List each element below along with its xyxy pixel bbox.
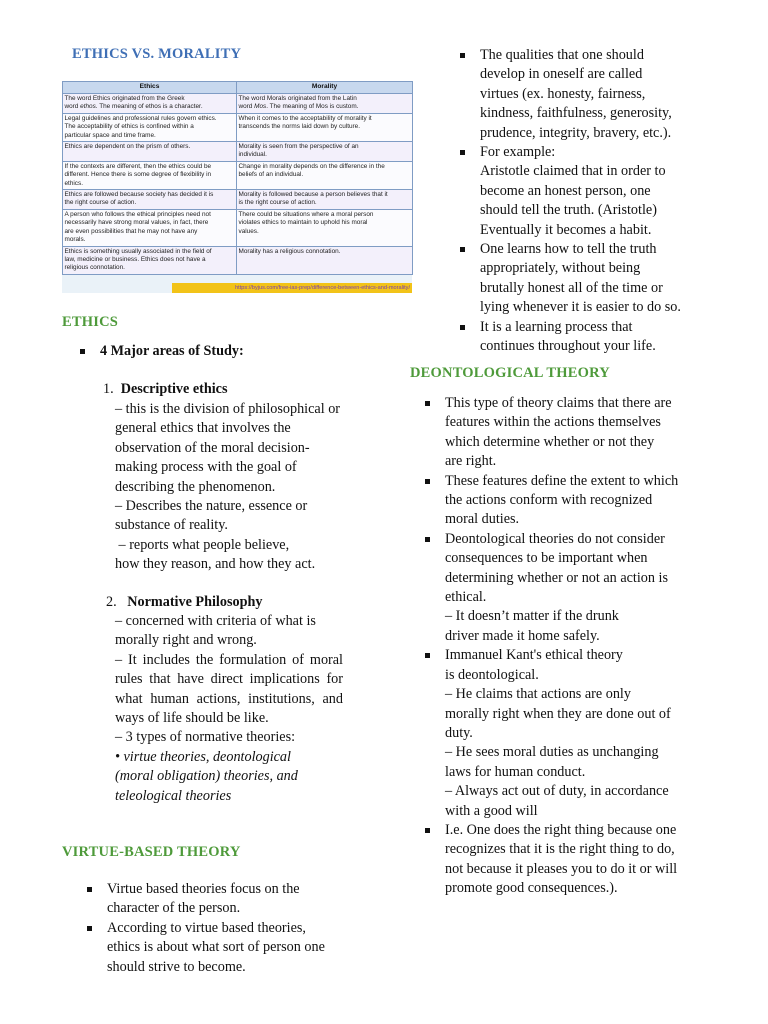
cell-line: is the right course of action. bbox=[238, 199, 317, 207]
bullet-line: This type of theory claims that there are bbox=[445, 395, 672, 411]
normative-types-line: – 3 types of normative theories: bbox=[115, 729, 296, 746]
descriptive-line: general ethics that involves the bbox=[115, 420, 291, 437]
cell-line: There could be situations where a moral person bbox=[238, 210, 374, 218]
cell-line: religious connotation. bbox=[64, 264, 125, 272]
cell-line: Ethics is something usually associated in the field of bbox=[64, 247, 212, 255]
normative-line: morally right and wrong. bbox=[115, 632, 257, 649]
deontological-bullet bbox=[421, 394, 721, 472]
bullet-line: According to virtue based theories, bbox=[107, 919, 306, 936]
cell-line: The acceptability of ethics is confined within a bbox=[64, 123, 194, 131]
cell-line: values. bbox=[238, 227, 259, 235]
cell-line: different. Hence there is some degree of flexibility in bbox=[64, 171, 212, 179]
item-descriptive-ethics bbox=[103, 380, 228, 399]
bullet-line: are right. bbox=[445, 453, 497, 470]
deontological-bullet bbox=[421, 472, 721, 530]
table-row bbox=[63, 246, 413, 274]
heading-ethics: ETHICS bbox=[62, 314, 118, 330]
bullet-line: appropriately, without being bbox=[480, 260, 641, 277]
bullet-line: is deontological. bbox=[445, 666, 539, 683]
bullet-line: should tell the truth. (Aristotle) bbox=[480, 202, 657, 219]
table-row bbox=[63, 142, 413, 162]
bullet-line: continues throughout your life. bbox=[480, 338, 656, 355]
morality-cell bbox=[237, 161, 413, 189]
virtue-bullets bbox=[83, 880, 363, 977]
bullet-line: Deontological theories do not consider bbox=[445, 530, 665, 547]
item-normative-philosophy bbox=[106, 593, 262, 612]
deontological-bullets bbox=[421, 394, 721, 899]
cell-line: The word Ethics originated from the Greek bbox=[64, 95, 185, 102]
bullet-line: features within the actions themselves bbox=[445, 414, 661, 431]
virtue-detail-bullet bbox=[456, 143, 746, 240]
virtue-detail-bullet bbox=[456, 46, 746, 143]
bullet-line: Aristotle claimed that in order to bbox=[480, 163, 666, 180]
cell-line: The word Morals originated from the Latin bbox=[238, 95, 357, 102]
item-number: 1. bbox=[103, 381, 114, 397]
normative-justified-paragraph: – It includes the formulation of moral rules that have direct implications for what human actions, institutions, and ways of life should be like. bbox=[115, 651, 343, 727]
bullet-line: – It doesn’t matter if the drunk bbox=[445, 608, 619, 625]
table-row bbox=[63, 161, 413, 189]
bullet-line: These features define the extent to which bbox=[445, 472, 679, 489]
ethics-cell bbox=[63, 161, 237, 189]
bullet-line: moral duties. bbox=[445, 511, 520, 528]
cell-line: the right course of action. bbox=[64, 199, 137, 207]
cell-line: transcends the norms laid down by culture. bbox=[238, 123, 360, 131]
bullet-line: morally right when they are done out of bbox=[445, 705, 671, 722]
descriptive-line: how they reason, and how they act. bbox=[115, 556, 316, 573]
deontological-bullet bbox=[421, 646, 721, 821]
item-title: Normative Philosophy bbox=[127, 594, 263, 610]
table-header-morality: Morality bbox=[237, 82, 413, 94]
morality-cell bbox=[237, 246, 413, 274]
table-row bbox=[63, 113, 413, 141]
bullet-line: The qualities that one should bbox=[480, 47, 644, 63]
descriptive-line: – reports what people believe, bbox=[115, 536, 290, 553]
bullet-line: It is a learning process that bbox=[480, 318, 633, 335]
cell-line: Morality is followed because a person believes that it bbox=[238, 191, 388, 199]
deontological-bullet bbox=[421, 821, 721, 899]
cell-line: Morality is seen from the perspective of an bbox=[238, 143, 359, 151]
cell-line: particular space and time frame. bbox=[64, 131, 156, 139]
cell-line: word ethos. The meaning of ethos is a character. bbox=[64, 103, 203, 111]
normative-type-line: • virtue theories, deontological bbox=[115, 748, 291, 765]
bullet-line: duty. bbox=[445, 724, 473, 741]
ethics-cell bbox=[63, 142, 237, 162]
descriptive-line: describing the phenomenon. bbox=[115, 478, 276, 495]
bullet-line: recognizes that it is the right thing to do, bbox=[445, 841, 675, 858]
bullet-line: Immanuel Kant's ethical theory bbox=[445, 647, 623, 664]
ethics-cell bbox=[63, 94, 237, 114]
bullet-line: prudence, integrity, bravery, etc.). bbox=[480, 124, 672, 141]
virtue-detail-bullet bbox=[456, 240, 746, 318]
cell-line: Morality has a religious connotation. bbox=[238, 247, 341, 255]
bullet-line: which determine whether or not they bbox=[445, 433, 655, 450]
normative-type-line: teleological theories bbox=[115, 787, 232, 804]
bullet-line: I.e. One does the right thing because one bbox=[445, 821, 677, 838]
ethics-cell bbox=[63, 209, 237, 246]
morality-cell bbox=[237, 142, 413, 162]
normative-line: – concerned with criteria of what is bbox=[115, 613, 316, 629]
morality-cell bbox=[237, 209, 413, 246]
cell-line: ethics. bbox=[64, 179, 83, 187]
virtue-detail-bullets bbox=[456, 46, 746, 357]
bullet-line: promote good consequences.). bbox=[445, 880, 618, 897]
bullet-line: One learns how to tell the truth bbox=[480, 241, 657, 258]
areas-label: 4 Major areas of Study: bbox=[76, 342, 244, 361]
descriptive-line: substance of reality. bbox=[115, 517, 228, 534]
cell-line: A person who follows the ethical principles need not bbox=[64, 210, 211, 218]
cell-line: word Mos. The meaning of Mos is custom. bbox=[238, 103, 359, 111]
cell-line: Ethics are followed because society has decided it is bbox=[64, 191, 214, 199]
bullet-line: with a good will bbox=[445, 802, 538, 819]
cell-line: are even possibilities that he may not have any bbox=[64, 227, 198, 235]
table-header-ethics: Ethics bbox=[63, 82, 237, 94]
bullet-line: driver made it home safely. bbox=[445, 627, 600, 644]
areas-list bbox=[76, 342, 244, 361]
cell-line: beliefs of an individual. bbox=[238, 171, 304, 179]
cell-line: morals. bbox=[64, 236, 86, 244]
descriptive-line: – Describes the nature, essence or bbox=[115, 498, 308, 515]
bullet-line: the actions conform with recognized bbox=[445, 492, 653, 509]
table-row bbox=[63, 209, 413, 246]
ethics-cell bbox=[63, 246, 237, 274]
bullet-line: lying whenever it is easier to do so. bbox=[480, 299, 681, 316]
cell-line: violates ethics to maintain to uphold his moral bbox=[238, 219, 368, 227]
section-title-ethics-vs-morality: ETHICS VS. MORALITY bbox=[72, 46, 242, 62]
bullet-line: should strive to become. bbox=[107, 958, 246, 975]
morality-cell bbox=[237, 113, 413, 141]
bullet-line: laws for human conduct. bbox=[445, 763, 586, 780]
morality-cell bbox=[237, 94, 413, 114]
descriptive-line: observation of the moral decision- bbox=[115, 439, 310, 456]
normative-philosophy-body bbox=[115, 612, 343, 806]
ethics-cell bbox=[63, 113, 237, 141]
comparison-table bbox=[62, 81, 412, 293]
cell-line: law, medicine or business. Ethics does not have a bbox=[64, 255, 206, 263]
bullet-line: – He sees moral duties as unchanging bbox=[445, 744, 659, 761]
cell-line: necessarily have strong moral values, in fact, there bbox=[64, 219, 209, 227]
bullet-line: kindness, faithfulness, generosity, bbox=[480, 105, 672, 122]
cell-line: Change in morality depends on the difference in the bbox=[238, 162, 385, 170]
cell-line: Ethics are dependent on the prism of others. bbox=[64, 143, 191, 151]
bullet-line: For example: bbox=[480, 144, 556, 161]
bullet-line: Eventually it becomes a habit. bbox=[480, 221, 652, 238]
morality-cell bbox=[237, 190, 413, 210]
item-title: Descriptive ethics bbox=[120, 381, 228, 397]
bullet-line: develop in oneself are called bbox=[480, 66, 643, 83]
heading-virtue-based-theory: VIRTUE-BASED THEORY bbox=[62, 844, 241, 860]
bullet-line: consequences to be important when bbox=[445, 550, 648, 567]
bullet-line: become an honest person, one bbox=[480, 182, 651, 199]
virtue-detail-bullet bbox=[456, 318, 746, 357]
cell-line: individual. bbox=[238, 151, 267, 159]
bullet-line: brutally honest all of the time or bbox=[480, 279, 663, 296]
table-row bbox=[63, 190, 413, 210]
virtue-bullet bbox=[83, 880, 363, 919]
descriptive-line: making process with the goal of bbox=[115, 459, 297, 476]
ethics-cell bbox=[63, 190, 237, 210]
bullet-line: – Always act out of duty, in accordance bbox=[445, 783, 669, 800]
virtue-bullet bbox=[83, 919, 363, 977]
cell-line: Legal guidelines and professional rules govern ethics. bbox=[64, 114, 217, 122]
bullet-line: determining whether or not an action is bbox=[445, 569, 668, 586]
bullet-line: character of the person. bbox=[107, 900, 241, 917]
bullet-line: virtues (ex. honesty, fairness, bbox=[480, 85, 646, 102]
table-row bbox=[63, 94, 413, 114]
normative-type-line: (moral obligation) theories, and bbox=[115, 768, 298, 785]
bullet-line: ethical. bbox=[445, 589, 487, 606]
bullet-line: not because it pleases you to do it or will bbox=[445, 860, 678, 877]
descriptive-line: – this is the division of philosophical or bbox=[115, 401, 341, 417]
source-url-bar: https://byjus.com/free-ias-prep/difference-between-ethics-and-morality/ bbox=[172, 283, 412, 293]
bullet-line: ethics is about what sort of person one bbox=[107, 939, 325, 956]
bullet-line: Virtue based theories focus on the bbox=[107, 881, 300, 897]
deontological-bullet bbox=[421, 530, 721, 646]
descriptive-ethics-body bbox=[115, 400, 375, 575]
bullet-line: – He claims that actions are only bbox=[445, 686, 631, 703]
cell-line: When it comes to the acceptability of morality it bbox=[238, 114, 372, 122]
cell-line: If the contexts are different, then the ethics could be bbox=[64, 162, 212, 170]
heading-deontological-theory: DEONTOLOGICAL THEORY bbox=[410, 365, 610, 381]
item-number: 2. bbox=[106, 594, 117, 610]
